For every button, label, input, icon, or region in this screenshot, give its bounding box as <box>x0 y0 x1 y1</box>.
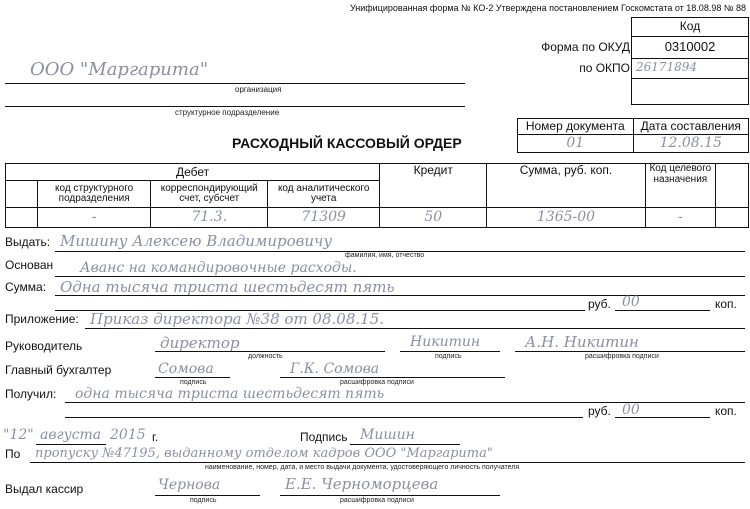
attachment-label: Приложение: <box>5 312 79 326</box>
date-year: 2015 <box>110 427 146 443</box>
division-code-header: код структурного подразделения <box>37 181 150 208</box>
head-label: Руководитель <box>5 339 83 353</box>
okpo-label: по ОКПО <box>579 61 630 75</box>
codes-box <box>631 17 749 105</box>
date-month: августа <box>40 427 102 443</box>
sum-words-value: Одна тысяча триста шестьдесят пять <box>60 278 395 296</box>
id-document-caption: наименование, номер, дата, и место выдачи документа, удостоверяющего личность получателя <box>205 464 520 471</box>
debit-header: Дебет <box>6 164 380 181</box>
received-value: одна тысяча триста шестьдесят пять <box>75 386 385 402</box>
head-name: А.Н. Никитин <box>525 333 639 351</box>
received-rub-label: руб. <box>588 404 611 418</box>
cashier-signature: Чернова <box>158 477 221 493</box>
cashier-label: Выдал кассир <box>5 482 84 496</box>
account-value: 71.3. <box>151 208 268 228</box>
credit-header: Кредит <box>380 164 487 208</box>
attachment-value: Приказ директора №38 от 08.08.15. <box>90 310 385 328</box>
received-kop-label: коп. <box>715 404 737 418</box>
credit-value: 50 <box>380 208 487 228</box>
doc-date: 12.08.15 <box>633 135 749 153</box>
issue-label: Выдать: <box>5 235 51 249</box>
analytic-header: код аналитического учета <box>268 181 380 208</box>
year-suffix: г. <box>152 430 159 444</box>
sum-value: 1365-00 <box>487 208 645 228</box>
issue-value: Мишину Алексею Владимировичу <box>60 232 333 250</box>
analytic-value: 71309 <box>268 208 380 228</box>
doc-number-label: Номер документа <box>518 119 634 135</box>
accountant-sign-caption: подпись <box>180 379 207 386</box>
form-header-note: Унифицированная форма № КО-2 Утверждена постановлением Госкомстата от 18.08.98 № 88 <box>349 3 746 13</box>
accounts-table <box>5 163 749 228</box>
code-header: Код <box>679 19 701 33</box>
issue-caption: фамилия, имя, отчество <box>345 252 425 259</box>
position-caption: должность <box>248 353 283 360</box>
rub-label: руб. <box>588 297 611 311</box>
account-header: корреспондирующий счет, субсчет <box>151 181 268 208</box>
basis-label: Основан <box>5 258 54 272</box>
organization-value: ООО "Маргарита" <box>30 59 208 80</box>
sum-header: Сумма, руб. коп. <box>487 164 645 208</box>
division-caption: структурное подразделение <box>175 108 280 117</box>
organization-caption: организация <box>235 85 282 94</box>
kop-value: 00 <box>622 294 640 310</box>
okpo-value: 26171894 <box>636 60 698 74</box>
doc-date-label: Дата составления <box>633 119 749 135</box>
cashier-sign-caption: подпись <box>190 497 217 504</box>
head-position: директор <box>160 334 240 352</box>
accountant-decode-caption: расшифровка подписи <box>340 379 414 386</box>
recipient-sign-label: Подпись <box>300 430 348 444</box>
page-title: РАСХОДНЫЙ КАССОВЫЙ ОРДЕР <box>232 135 462 151</box>
kop-label: коп. <box>715 297 737 311</box>
doc-number-table <box>517 118 749 153</box>
head-decode-caption: расшифровка подписи <box>585 353 659 360</box>
cashier-name: Е.Е. Черноморцева <box>285 475 439 493</box>
doc-number: 01 <box>518 135 634 153</box>
cashier-decode-caption: расшифровка подписи <box>340 497 414 504</box>
sum-label: Сумма: <box>5 280 47 294</box>
basis-value: Аванс на командировочные расходы. <box>80 260 357 276</box>
accountant-label: Главный бухгалтер <box>5 363 112 377</box>
date-day: "12" <box>3 427 34 443</box>
head-signature: Никитин <box>410 334 481 350</box>
purpose-header: Код целевого назначения <box>645 164 715 208</box>
received-label: Получил: <box>5 387 57 401</box>
okud-value: 0310002 <box>664 39 716 54</box>
purpose-value: - <box>645 208 715 228</box>
okud-label: Форма по ОКУД <box>541 40 630 54</box>
received-kop-value: 00 <box>622 402 640 418</box>
recipient-signature: Мишин <box>360 427 415 443</box>
by-label: По <box>5 447 21 461</box>
id-document-value: пропуску №47195, выданному отделом кадров ООО "Маргарита" <box>35 446 493 461</box>
accountant-name: Г.К. Сомова <box>290 361 380 377</box>
accountant-signature: Сомова <box>158 361 214 377</box>
division-code-value: - <box>37 208 150 228</box>
head-sign-caption: подпись <box>435 353 462 360</box>
